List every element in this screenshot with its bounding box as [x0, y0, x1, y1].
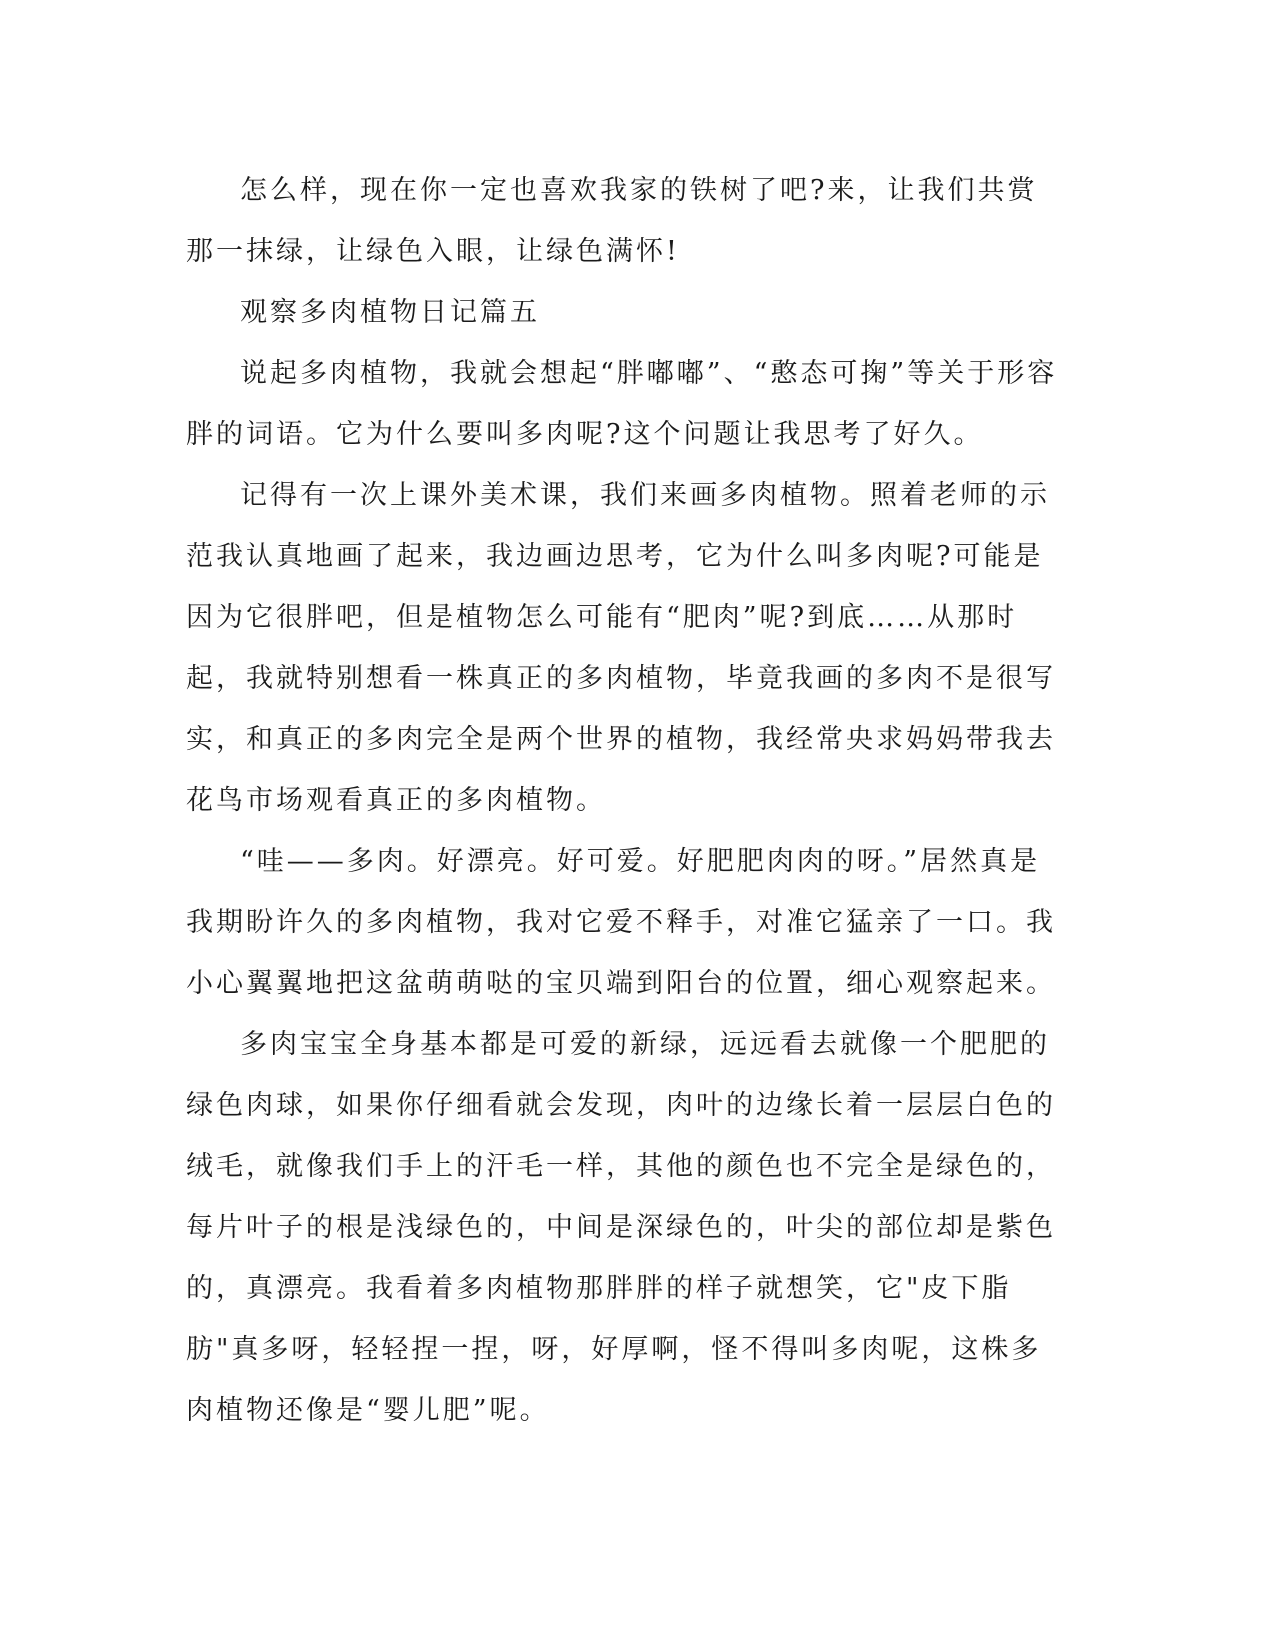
section-heading: 观察多肉植物日记篇五	[240, 297, 540, 328]
paragraph-first-sight: “哇——多肉。好漂亮。好可爱。好肥肥肉肉的呀。”居然真是我期盼许久的多肉植物，我对它爱不释手，对准它猛亲了一口。我小心翼翼地把这盆萌萌哒的宝贝端到阳台的位置，细心观察起来。	[186, 846, 1056, 999]
text-column	[186, 160, 1066, 1441]
paragraph-description: 多肉宝宝全身基本都是可爱的新绿，远远看去就像一个肥肥的绿色肉球，如果你仔细看就会发现，肉叶的边缘长着一层层白色的绒毛，就像我们手上的汗毛一样，其他的颜色也不完全是绿色的，每片叶子的根是浅绿色的，中间是深绿色的，叶尖的部位却是紫色的，真漂亮。我看着多肉植物那胖胖的样子就想笑，它"皮下脂肪"真多呀，轻轻捏一捏，呀，好厚啊，怪不得叫多肉呢，这株多肉植物还像是“婴儿肥”呢。	[186, 1029, 1056, 1426]
paragraph-closing-iron-tree: 怎么样，现在你一定也喜欢我家的铁树了吧?来，让我们共赏那一抹绿，让绿色入眼，让绿色满怀!	[186, 175, 1038, 267]
paragraph-intro: 说起多肉植物，我就会想起“胖嘟嘟”、“憨态可掬”等关于形容胖的词语。它为什么要叫多肉呢?这个问题让我思考了好久。	[186, 358, 1058, 450]
paragraph-art-class: 记得有一次上课外美术课，我们来画多肉植物。照着老师的示范我认真地画了起来，我边画边思考，它为什么叫多肉呢?可能是因为它很胖吧，但是植物怎么可能有“肥肉”呢?到底……从那时起，我就特别想看一株真正的多肉植物，毕竟我画的多肉不是很写实，和真正的多肉完全是两个世界的植物，我经常央求妈妈带我去花鸟市场观看真正的多肉植物。	[186, 480, 1056, 816]
